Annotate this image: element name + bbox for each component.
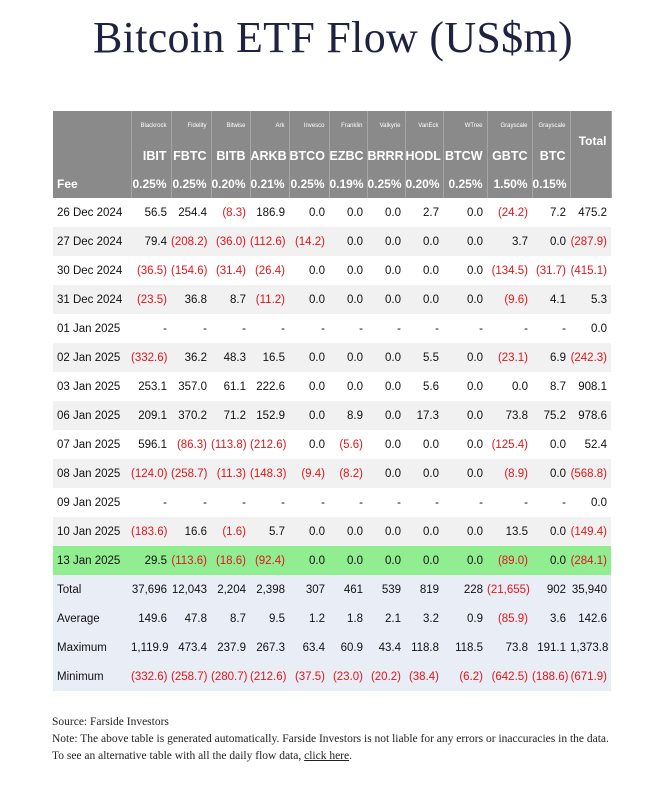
flow-cell: (125.4): [487, 430, 532, 459]
row-total: 0.0: [570, 314, 611, 343]
flow-cell: 48.3: [211, 343, 250, 372]
fee-total-empty: [570, 170, 611, 198]
summary-cell: 191.1: [532, 633, 570, 662]
fee-value: 0.20%: [211, 170, 250, 198]
ticker-symbol: HODL: [405, 141, 443, 170]
flow-cell: 0.0: [329, 256, 367, 285]
summary-row: [53, 662, 611, 691]
flow-cell: 16.6: [171, 517, 211, 546]
flow-cell: (26.4): [250, 256, 289, 285]
row-date: 08 Jan 2025: [53, 459, 131, 488]
flow-cell: 0.0: [443, 343, 487, 372]
summary-cell: 2,398: [250, 575, 289, 604]
summary-cell: 1.2: [289, 604, 329, 633]
header-corner: [53, 141, 131, 170]
flow-cell: 0.0: [443, 546, 487, 575]
flow-cell: 8.9: [329, 401, 367, 430]
summary-cell: 2.1: [367, 604, 405, 633]
summary-cell: (37.5): [289, 662, 329, 691]
flow-cell: (11.3): [211, 459, 250, 488]
summary-label: Total: [53, 575, 131, 604]
row-date: 30 Dec 2024: [53, 256, 131, 285]
fee-value: 0.25%: [443, 170, 487, 198]
disclaimer-note: [52, 731, 612, 765]
flow-cell: 13.5: [487, 517, 532, 546]
flow-cell: (258.7): [171, 459, 211, 488]
flow-cell: 0.0: [532, 459, 570, 488]
summary-label: Minimum: [53, 662, 131, 691]
flow-cell: (36.0): [211, 227, 250, 256]
summary-cell: 3.2: [405, 604, 443, 633]
flow-cell: -: [329, 488, 367, 517]
flow-cell: 0.0: [367, 256, 405, 285]
summary-cell: (21,655): [487, 575, 532, 604]
flow-cell: 71.2: [211, 401, 250, 430]
summary-cell: 12,043: [171, 575, 211, 604]
table-row: [53, 314, 611, 343]
flow-cell: 596.1: [131, 430, 171, 459]
flow-cell: 0.0: [329, 343, 367, 372]
row-total: 475.2: [570, 198, 611, 227]
flow-cell: -: [405, 488, 443, 517]
flow-cell: 0.0: [367, 459, 405, 488]
flow-cell: 29.5: [131, 546, 171, 575]
row-total: (149.4): [570, 517, 611, 546]
flow-cell: -: [443, 488, 487, 517]
row-date: 26 Dec 2024: [53, 198, 131, 227]
flow-cell: (92.4): [250, 546, 289, 575]
row-total: (284.1): [570, 546, 611, 575]
summary-cell: (20.2): [367, 662, 405, 691]
flow-cell: (18.6): [211, 546, 250, 575]
ticker-symbol: EZBC: [329, 141, 367, 170]
issuer-name: Grayscale: [532, 111, 570, 141]
summary-cell: 47.8: [171, 604, 211, 633]
issuer-name: Valkyrie: [367, 111, 405, 141]
table-row: [53, 343, 611, 372]
fee-value: 0.25%: [131, 170, 171, 198]
summary-cell: (280.7): [211, 662, 250, 691]
summary-total: (671.9): [570, 662, 611, 691]
flow-cell: (86.3): [171, 430, 211, 459]
ticker-symbol: GBTC: [487, 141, 532, 170]
disclaimer-end: .: [349, 750, 352, 762]
row-total: 5.3: [570, 285, 611, 314]
row-date: 27 Dec 2024: [53, 227, 131, 256]
summary-label: Maximum: [53, 633, 131, 662]
flow-cell: 0.0: [289, 546, 329, 575]
flow-cell: (1.6): [211, 517, 250, 546]
flow-cell: -: [131, 314, 171, 343]
row-date: 02 Jan 2025: [53, 343, 131, 372]
flow-cell: (212.6): [250, 430, 289, 459]
flow-cell: 79.4: [131, 227, 171, 256]
table-row: [53, 401, 611, 430]
ticker-symbol: BTCO: [289, 141, 329, 170]
flow-cell: 36.2: [171, 343, 211, 372]
fee-value: 0.19%: [329, 170, 367, 198]
summary-cell: 118.5: [443, 633, 487, 662]
row-total: 0.0: [570, 488, 611, 517]
ticker-symbol: BRRR: [367, 141, 405, 170]
row-total: 978.6: [570, 401, 611, 430]
page-title: Bitcoin ETF Flow (US$m): [93, 13, 573, 62]
summary-cell: (85.9): [487, 604, 532, 633]
flow-cell: (8.9): [487, 459, 532, 488]
flow-cell: 186.9: [250, 198, 289, 227]
flow-cell: 0.0: [443, 285, 487, 314]
flow-cell: 17.3: [405, 401, 443, 430]
row-total: 908.1: [570, 372, 611, 401]
flow-cell: -: [367, 488, 405, 517]
flow-cell: 0.0: [443, 372, 487, 401]
summary-cell: 60.9: [329, 633, 367, 662]
flow-cell: -: [131, 488, 171, 517]
flow-cell: 7.2: [532, 198, 570, 227]
summary-cell: 0.9: [443, 604, 487, 633]
flow-cell: 0.0: [367, 517, 405, 546]
summary-cell: (332.6): [131, 662, 171, 691]
ticker-symbol: BTC: [532, 141, 570, 170]
table-row: [53, 227, 611, 256]
summary-cell: 43.4: [367, 633, 405, 662]
fee-label: Fee: [53, 170, 131, 198]
summary-row: [53, 575, 611, 604]
flow-cell: 0.0: [443, 430, 487, 459]
table-row: [53, 198, 611, 227]
issuer-name: VanEck: [405, 111, 443, 141]
table-row: [53, 459, 611, 488]
flow-cell: 152.9: [250, 401, 289, 430]
summary-cell: (258.7): [171, 662, 211, 691]
summary-cell: 307: [289, 575, 329, 604]
flow-cell: 0.0: [443, 256, 487, 285]
flow-cell: -: [289, 314, 329, 343]
flow-cell: 0.0: [532, 546, 570, 575]
ticker-header-row: [53, 141, 611, 170]
flow-cell: (14.2): [289, 227, 329, 256]
flow-cell: 5.5: [405, 343, 443, 372]
flow-cell: 0.0: [289, 430, 329, 459]
flow-cell: 6.9: [532, 343, 570, 372]
flow-cell: (113.6): [171, 546, 211, 575]
flow-cell: (8.3): [211, 198, 250, 227]
flow-cell: 0.0: [532, 227, 570, 256]
table-row: [53, 372, 611, 401]
summary-cell: (23.0): [329, 662, 367, 691]
ticker-symbol: FBTC: [171, 141, 211, 170]
summary-cell: 9.5: [250, 604, 289, 633]
issuer-header-row: [53, 111, 611, 141]
issuer-name: Invesco: [289, 111, 329, 141]
flow-cell: 222.6: [250, 372, 289, 401]
flow-cell: 0.0: [289, 198, 329, 227]
flow-cell: 4.1: [532, 285, 570, 314]
flow-cell: 0.0: [443, 198, 487, 227]
flow-cell: (183.6): [131, 517, 171, 546]
flow-cell: (23.5): [131, 285, 171, 314]
flow-cell: 0.0: [289, 517, 329, 546]
summary-cell: 1.8: [329, 604, 367, 633]
row-total: 52.4: [570, 430, 611, 459]
summary-cell: (38.4): [405, 662, 443, 691]
flow-cell: 0.0: [405, 256, 443, 285]
ticker-symbol: BITB: [211, 141, 250, 170]
issuer-name: Franklin: [329, 111, 367, 141]
flow-cell: 357.0: [171, 372, 211, 401]
summary-total: 1,373.8: [570, 633, 611, 662]
etf-flow-table: [53, 111, 612, 691]
flow-cell: -: [250, 488, 289, 517]
flow-cell: (89.0): [487, 546, 532, 575]
flow-cell: 8.7: [532, 372, 570, 401]
row-date: 03 Jan 2025: [53, 372, 131, 401]
summary-cell: 149.6: [131, 604, 171, 633]
flow-cell: 254.4: [171, 198, 211, 227]
flow-cell: -: [487, 488, 532, 517]
flow-cell: 0.0: [329, 285, 367, 314]
flow-cell: 0.0: [367, 546, 405, 575]
flow-cell: 0.0: [289, 401, 329, 430]
flow-cell: 0.0: [367, 401, 405, 430]
flow-cell: 0.0: [289, 343, 329, 372]
row-total: (287.9): [570, 227, 611, 256]
source-note: Source: Farside Investors: [52, 716, 169, 728]
flow-cell: (11.2): [250, 285, 289, 314]
flow-cell: 0.0: [329, 546, 367, 575]
flow-cell: -: [487, 314, 532, 343]
flow-cell: 0.0: [329, 372, 367, 401]
issuer-name: Bitwise: [211, 111, 250, 141]
flow-cell: (208.2): [171, 227, 211, 256]
ticker-symbol: ARKB: [250, 141, 289, 170]
flow-cell: -: [532, 488, 570, 517]
issuer-name: Blackrock: [131, 111, 171, 141]
summary-cell: 2,204: [211, 575, 250, 604]
flow-cell: 0.0: [367, 430, 405, 459]
row-total: (415.1): [570, 256, 611, 285]
total-column-header: Total: [570, 111, 611, 170]
flow-cell: 0.0: [289, 256, 329, 285]
flow-cell: 0.0: [367, 227, 405, 256]
disclaimer-text: Note: The above table is generated automatically. Farside Investors is not liable for any errors or inaccuracies in the data. To see an alternative table with all the daily flow data,: [52, 733, 609, 762]
fee-value: 0.21%: [250, 170, 289, 198]
issuer-name: Ark: [250, 111, 289, 141]
summary-total: 35,940: [570, 575, 611, 604]
flow-cell: 16.5: [250, 343, 289, 372]
flow-cell: -: [211, 488, 250, 517]
table-row: [53, 488, 611, 517]
flow-cell: 0.0: [532, 430, 570, 459]
summary-cell: 267.3: [250, 633, 289, 662]
summary-cell: (642.5): [487, 662, 532, 691]
flow-cell: -: [171, 488, 211, 517]
flow-cell: (23.1): [487, 343, 532, 372]
summary-total: 142.6: [570, 604, 611, 633]
row-date: 01 Jan 2025: [53, 314, 131, 343]
flow-cell: 253.1: [131, 372, 171, 401]
fee-value: 0.25%: [289, 170, 329, 198]
flow-cell: 2.7: [405, 198, 443, 227]
flow-cell: (36.5): [131, 256, 171, 285]
flow-cell: -: [171, 314, 211, 343]
row-date: 09 Jan 2025: [53, 488, 131, 517]
flow-cell: -: [250, 314, 289, 343]
flow-cell: 0.0: [405, 517, 443, 546]
flow-cell: 0.0: [405, 459, 443, 488]
flow-cell: -: [329, 314, 367, 343]
flow-cell: 0.0: [405, 227, 443, 256]
table-row: [53, 517, 611, 546]
flow-cell: (134.5): [487, 256, 532, 285]
fee-value: 0.25%: [171, 170, 211, 198]
flow-cell: 0.0: [443, 227, 487, 256]
summary-row: [53, 604, 611, 633]
flow-cell: 0.0: [367, 343, 405, 372]
flow-cell: 0.0: [329, 198, 367, 227]
flow-cell: 0.0: [532, 517, 570, 546]
flow-cell: (31.4): [211, 256, 250, 285]
issuer-name: WTree: [443, 111, 487, 141]
table-row: [53, 285, 611, 314]
flow-cell: 209.1: [131, 401, 171, 430]
flow-cell: (9.6): [487, 285, 532, 314]
row-date: 13 Jan 2025: [53, 546, 131, 575]
flow-cell: (124.0): [131, 459, 171, 488]
flow-cell: -: [532, 314, 570, 343]
flow-cell: -: [367, 314, 405, 343]
flow-cell: 0.0: [405, 546, 443, 575]
summary-row: [53, 633, 611, 662]
issuer-name: Grayscale: [487, 111, 532, 141]
flow-cell: 0.0: [367, 285, 405, 314]
flow-cell: 73.8: [487, 401, 532, 430]
fee-header-row: [53, 170, 611, 198]
flow-cell: 0.0: [367, 372, 405, 401]
flow-cell: 0.0: [443, 517, 487, 546]
flow-cell: 5.6: [405, 372, 443, 401]
flow-cell: 0.0: [289, 285, 329, 314]
flow-cell: (112.6): [250, 227, 289, 256]
summary-cell: (212.6): [250, 662, 289, 691]
flow-cell: 75.2: [532, 401, 570, 430]
flow-cell: 3.7: [487, 227, 532, 256]
fee-value: 0.15%: [532, 170, 570, 198]
flow-cell: 0.0: [367, 198, 405, 227]
summary-cell: (6.2): [443, 662, 487, 691]
row-total: (242.3): [570, 343, 611, 372]
flow-cell: 0.0: [329, 517, 367, 546]
summary-cell: 237.9: [211, 633, 250, 662]
summary-cell: 118.8: [405, 633, 443, 662]
alternative-table-link[interactable]: click here: [304, 750, 350, 762]
header-corner: [53, 111, 131, 141]
summary-cell: 539: [367, 575, 405, 604]
flow-cell: 36.8: [171, 285, 211, 314]
summary-cell: 902: [532, 575, 570, 604]
ticker-symbol: BTCW: [443, 141, 487, 170]
summary-cell: 3.6: [532, 604, 570, 633]
ticker-symbol: IBIT: [131, 141, 171, 170]
footer: [52, 714, 612, 765]
flow-cell: (9.4): [289, 459, 329, 488]
flow-cell: -: [211, 314, 250, 343]
summary-cell: 8.7: [211, 604, 250, 633]
flow-cell: 0.0: [443, 459, 487, 488]
flow-cell: 0.0: [443, 401, 487, 430]
flow-cell: (5.6): [329, 430, 367, 459]
flow-cell: (148.3): [250, 459, 289, 488]
summary-cell: 461: [329, 575, 367, 604]
flow-cell: -: [289, 488, 329, 517]
flow-cell: 56.5: [131, 198, 171, 227]
flow-cell: 0.0: [405, 430, 443, 459]
row-date: 06 Jan 2025: [53, 401, 131, 430]
row-date: 07 Jan 2025: [53, 430, 131, 459]
flow-cell: 0.0: [487, 372, 532, 401]
summary-label: Average: [53, 604, 131, 633]
row-date: 31 Dec 2024: [53, 285, 131, 314]
summary-cell: 1,119.9: [131, 633, 171, 662]
flow-cell: (8.2): [329, 459, 367, 488]
flow-cell: (31.7): [532, 256, 570, 285]
flow-cell: 0.0: [289, 372, 329, 401]
flow-cell: -: [405, 314, 443, 343]
flow-cell: 370.2: [171, 401, 211, 430]
summary-cell: 37,696: [131, 575, 171, 604]
flow-cell: 61.1: [211, 372, 250, 401]
summary-cell: 228: [443, 575, 487, 604]
table-row: [53, 546, 611, 575]
flow-cell: -: [443, 314, 487, 343]
row-date: 10 Jan 2025: [53, 517, 131, 546]
flow-cell: (154.6): [171, 256, 211, 285]
row-total: (568.8): [570, 459, 611, 488]
flow-cell: 5.7: [250, 517, 289, 546]
flow-cell: 8.7: [211, 285, 250, 314]
issuer-name: Fidelity: [171, 111, 211, 141]
flow-cell: 0.0: [405, 285, 443, 314]
fee-value: 0.20%: [405, 170, 443, 198]
table-row: [53, 256, 611, 285]
flow-cell: (113.8): [211, 430, 250, 459]
summary-cell: 63.4: [289, 633, 329, 662]
fee-value: 0.25%: [367, 170, 405, 198]
table-row: [53, 430, 611, 459]
fee-value: 1.50%: [487, 170, 532, 198]
flow-cell: (24.2): [487, 198, 532, 227]
summary-cell: 473.4: [171, 633, 211, 662]
flow-cell: 0.0: [329, 227, 367, 256]
flow-cell: (332.6): [131, 343, 171, 372]
summary-cell: (188.6): [532, 662, 570, 691]
summary-cell: 73.8: [487, 633, 532, 662]
summary-cell: 819: [405, 575, 443, 604]
